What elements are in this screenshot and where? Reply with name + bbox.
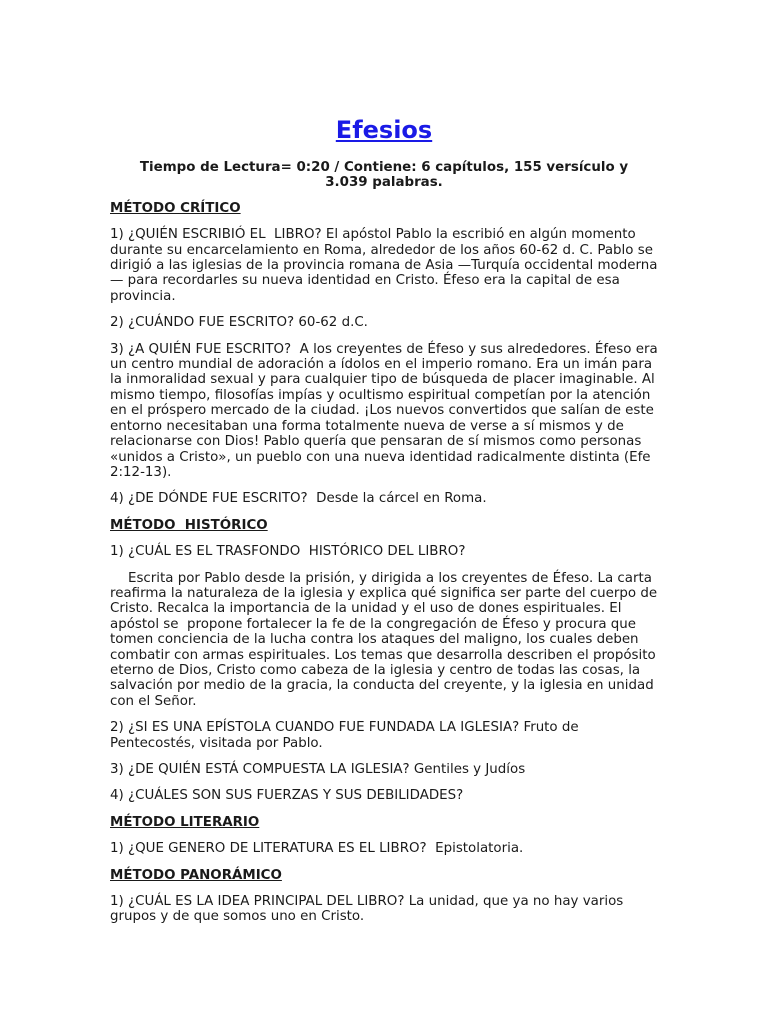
document-subtitle: Tiempo de Lectura= 0:20 / Contiene: 6 capítulos, 155 versículo y 3.039 palabras. [139,160,629,191]
critico-question-2: 2) ¿CUÁNDO FUE ESCRITO? 60-62 d.C. [110,315,368,331]
section-heading-literario: MÉTODO LITERARIO [110,814,260,830]
literario-question-1: 1) ¿QUE GENERO DE LITERATURA ES EL LIBRO? Epistolatoria. [110,841,524,857]
critico-question-1: 1) ¿QUIÉN ESCRIBIÓ EL LIBRO? El apóstol Pablo la escribió en algún momento durante su encarcelamiento en Roma, alrededor de los años 60-62 d. C. Pablo se dirigió a las iglesias de la provincia romana de Asia —Turquía occidental moderna— para recordarles su nueva identidad en Cristo. Éfeso era la capital de esa provincia. [110,227,658,304]
critico-question-3: 3) ¿A QUIÉN FUE ESCRITO? A los creyentes de Éfeso y sus alrededores. Éfeso era un centro mundial de adoración a ídolos en el imperio romano. Era un imán para la inmoralidad sexual y para cualquier tipo de búsqueda de placer imaginable. Al mismo tiempo, filosofías impías y ocultismo espiritual competían por la atención en el próspero mercado de la ciudad. ¡Los nuevos convertidos que salían de este entorno necesitaban una forma totalmente nueva de verse a sí mismos y de relacionarse con Dios! Pablo quería que pensaran de sí mismos como personas «unidos a Cristo», un pueblo con una nueva identidad radicalmente distinta (Efe 2:12-13). [110,341,662,480]
historico-question-1: 1) ¿CUÁL ES EL TRASFONDO HISTÓRICO DEL LIBRO? [110,544,466,560]
section-heading-panoramico: MÉTODO PANORÁMICO [110,867,282,883]
document-page [110,112,662,936]
panoramico-question-1: 1) ¿CUÁL ES LA IDEA PRINCIPAL DEL LIBRO? La unidad, que ya no hay varios grupos y de que somos uno en Cristo. [110,894,628,925]
historico-question-2: 2) ¿SI ES UNA EPÍSTOLA CUANDO FUE FUNDADA LA IGLESIA? Fruto de Pentecostés, visitada por Pablo. [110,720,583,751]
section-heading-historico: MÉTODO HISTÓRICO [110,517,268,533]
historico-answer-1: Escrita por Pablo desde la prisión, y dirigida a los creyentes de Éfeso. La carta reafirma la naturaleza de la iglesia y explica qué significa ser parte del cuerpo de Cristo. Recalca la importancia de la unidad y el uso de dones espirituales. El apóstol se propone fortalecer la fe de la congregación de Éfeso y procura que tomen conciencia de la lucha contra los ataques del maligno, los cuales deben combatir con armas espirituales. Los temas que desarrolla describen el propósito eterno de Dios, Cristo como cabeza de la iglesia y centro de todas las cosas, la salvación por medio de la gracia, la conducta del creyente, y la iglesia en unidad con el Señor. [110,570,662,709]
document-title[interactable]: Efesios [335,116,433,144]
historico-question-3: 3) ¿DE QUIÉN ESTÁ COMPUESTA LA IGLESIA? Gentiles y Judíos [110,762,526,777]
critico-question-4: 4) ¿DE DÓNDE FUE ESCRITO? Desde la cárcel en Roma. [110,491,487,507]
section-heading-critico: MÉTODO CRÍTICO [110,200,241,216]
historico-question-4: 4) ¿CUÁLES SON SUS FUERZAS Y SUS DEBILIDADES? [110,788,464,804]
